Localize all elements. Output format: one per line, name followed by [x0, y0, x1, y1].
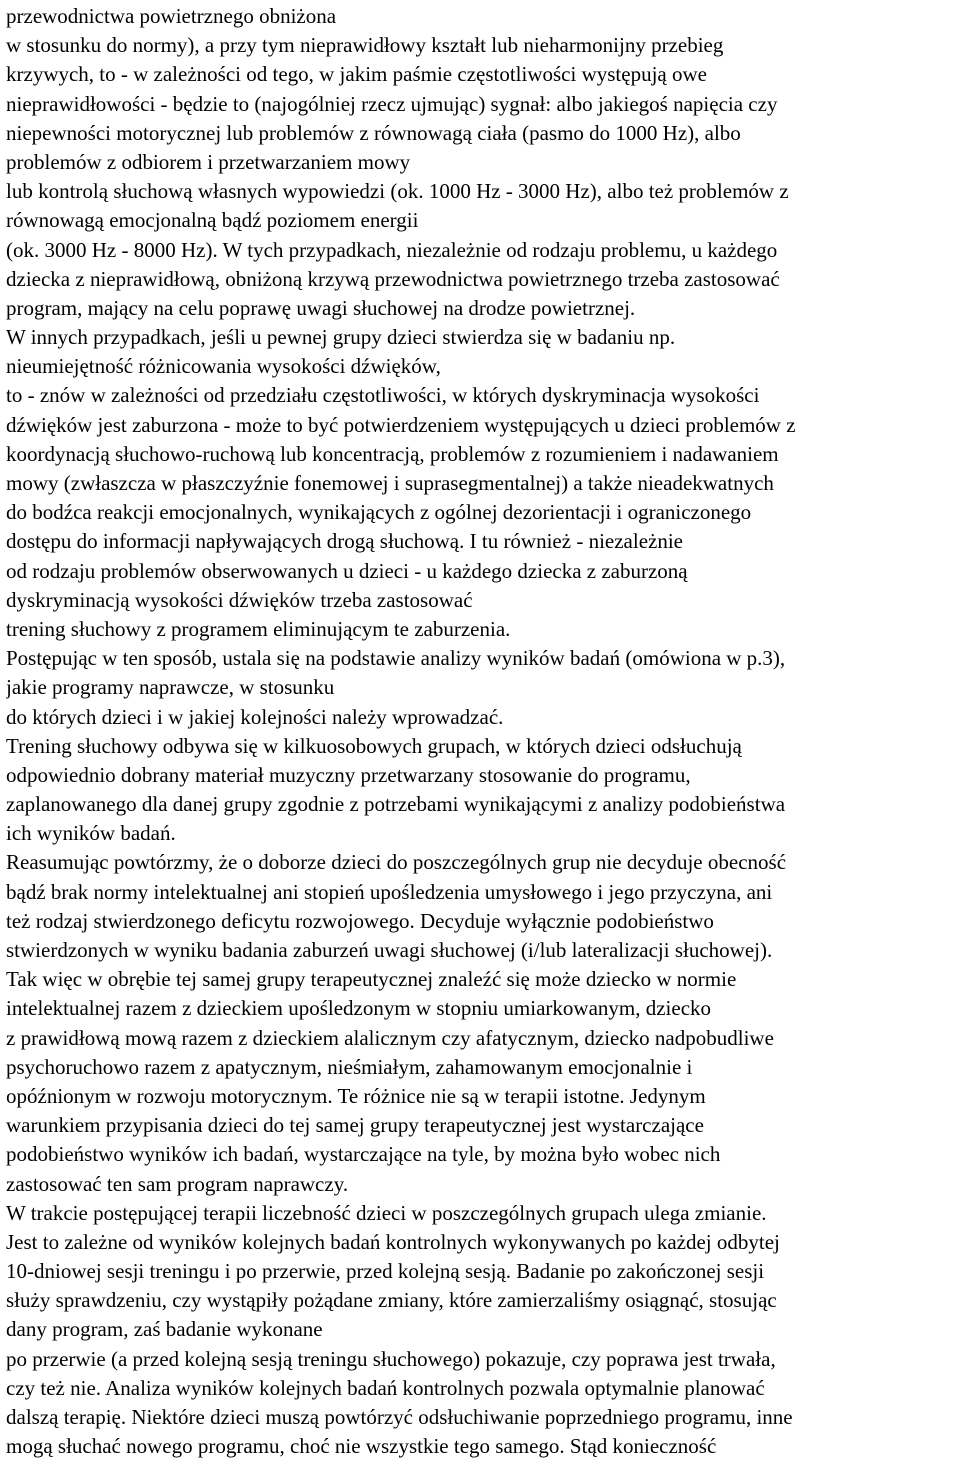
text-line: koordynacją słuchowo-ruchową lub koncentracją, problemów z rozumieniem i nadawaniem [6, 441, 779, 466]
text-line: zaplanowanego dla danej grupy zgodnie z potrzebami wynikającymi z analizy podobieństwa [6, 792, 786, 817]
text-line: jakie programy naprawcze, w stosunku [6, 675, 335, 700]
text-line: 10-dniowej sesji treningu i po przerwie, przed kolejną sesją. Badanie po zakończonej sesji [6, 1259, 765, 1284]
text-line: dyskryminacją wysokości dźwięków trzeba zastosować [6, 587, 473, 612]
text-line: dziecka z nieprawidłową, obniżoną krzywą przewodnictwa powietrznego trzeba zastosować [6, 266, 780, 291]
text-line: intelektualnej razem z dzieckiem upośledzonym w stopniu umiarkowanym, dziecko [6, 996, 712, 1021]
text-line: to - znów w zależności od przedziału częstotliwości, w których dyskryminacja wysokości [6, 383, 760, 408]
text-line: równowagą emocjonalną bądź poziomem energii [6, 208, 419, 233]
text-line: (ok. 3000 Hz - 8000 Hz). W tych przypadkach, niezależnie od rodzaju problemu, u każdego [6, 237, 778, 262]
text-line: mowy (zwłaszcza w płaszczyźnie fonemowej i suprasegmentalnej) a także nieadekwatnych [6, 471, 774, 495]
text-line: też rodzaj stwierdzonego deficytu rozwojowego. Decyduje wyłącznie podobieństwo [6, 908, 714, 933]
text-line: czy też nie. Analiza wyników kolejnych badań kontrolnych pozwala optymalnie planować [6, 1375, 765, 1400]
text-line: nieprawidłowości - będzie to (najogólniej rzecz ujmując) sygnał: albo jakiegoś napięcia czy [6, 91, 778, 116]
text-line: Tak więc w obrębie tej samej grupy terapeutycznej znaleźć się może dziecko w normie [6, 967, 737, 992]
text-line: dostępu do informacji napływających drogą słuchową. I tu również - niezależnie [6, 529, 683, 554]
text-line: zastosować ten sam program naprawczy. [6, 1171, 349, 1196]
text-line: do bodźca reakcji emocjonalnych, wynikających z ogólnej dezorientacji i ograniczonego [6, 500, 752, 525]
text-line: Trening słuchowy odbywa się w kilkuosobowych grupach, w których dzieci odsłuchują [6, 733, 742, 758]
text-line: mogą słuchać nowego programu, choć nie wszystkie tego samego. Stąd konieczność [6, 1434, 717, 1459]
text-line: warunkiem przypisania dzieci do tej samej grupy terapeutycznej jest wystarczające [6, 1113, 704, 1138]
text-line: dany program, zaś badanie wykonane [6, 1317, 323, 1342]
text-line: krzywych, to - w zależności od tego, w jakim paśmie częstotliwości występują owe [6, 62, 707, 87]
text-line: dźwięków jest zaburzona - może to być potwierdzeniem występujących u dzieci problemów z [6, 412, 796, 437]
text-line: bądź brak normy intelektualnej ani stopień upośledzenia umysłowego i jego przyczyna, ani [6, 879, 773, 904]
text-line: stwierdzonych w wyniku badania zaburzeń uwagi słuchowej (i/lub lateralizacji słuchowej). [6, 938, 773, 962]
text-line: lub kontrolą słuchową własnych wypowiedzi (ok. 1000 Hz - 3000 Hz), albo też problemów z [6, 179, 789, 204]
text-line: Jest to zależne od wyników kolejnych badań kontrolnych wykonywanych po każdej odbytej [6, 1229, 780, 1254]
text-line: po przerwie (a przed kolejną sesją treningu słuchowego) pokazuje, czy poprawa jest trwała, [6, 1346, 776, 1371]
text-line: opóźnionym w rozwoju motorycznym. Te różnice nie są w terapii istotne. Jedynym [6, 1083, 706, 1108]
text-line: nieumiejętność różnicowania wysokości dźwięków, [6, 354, 441, 379]
text-line: dalszą terapię. Niektóre dzieci muszą powtórzyć odsłuchiwanie poprzedniego programu, inne [6, 1405, 793, 1429]
text-line: program, mający na celu poprawę uwagi słuchowej na drodze powietrznej. [6, 295, 636, 320]
document-body [6, 2, 958, 1461]
text-line: W innych przypadkach, jeśli u pewnej grupy dzieci stwierdza się w badaniu np. [6, 325, 676, 350]
text-line: odpowiednio dobrany materiał muzyczny przetwarzany stosowanie do programu, [6, 762, 691, 787]
text-line: Reasumując powtórzmy, że o doborze dzieci do poszczególnych grup nie decyduje obecność [6, 850, 787, 875]
text-line: do których dzieci i w jakiej kolejności należy wprowadzać. [6, 704, 504, 729]
text-line: w stosunku do normy), a przy tym nieprawidłowy kształt lub nieharmonijny przebieg [6, 33, 724, 58]
text-line: Postępując w ten sposób, ustala się na podstawie analizy wyników badań (omówiona w p.3), [6, 646, 786, 671]
text-line: psychoruchowo razem z apatycznym, nieśmiałym, zahamowanym emocjonalnie i [6, 1054, 693, 1079]
text-line: podobieństwo wyników ich badań, wystarczające na tyle, by można było wobec nich [6, 1142, 721, 1167]
text-line: trening słuchowy z programem eliminującym te zaburzenia. [6, 616, 511, 641]
text-line: W trakcie postępującej terapii liczebność dzieci w poszczególnych grupach ulega zmianie. [6, 1200, 767, 1225]
text-line: przewodnictwa powietrznego obniżona [6, 4, 337, 28]
text-line: od rodzaju problemów obserwowanych u dzieci - u każdego dziecka z zaburzoną [6, 558, 688, 583]
text-line: z prawidłową mową razem z dzieckiem alalicznym czy afatycznym, dziecko nadpobudliwe [6, 1025, 774, 1050]
text-line: ich wyników badań. [6, 821, 176, 846]
text-line: służy sprawdzeniu, czy wystąpiły pożądane zmiany, które zamierzaliśmy osiągnąć, stosując [6, 1288, 777, 1313]
text-line: niepewności motorycznej lub problemów z równowagą ciała (pasmo do 1000 Hz), albo [6, 120, 741, 145]
text-line: problemów z odbiorem i przetwarzaniem mowy [6, 149, 411, 174]
